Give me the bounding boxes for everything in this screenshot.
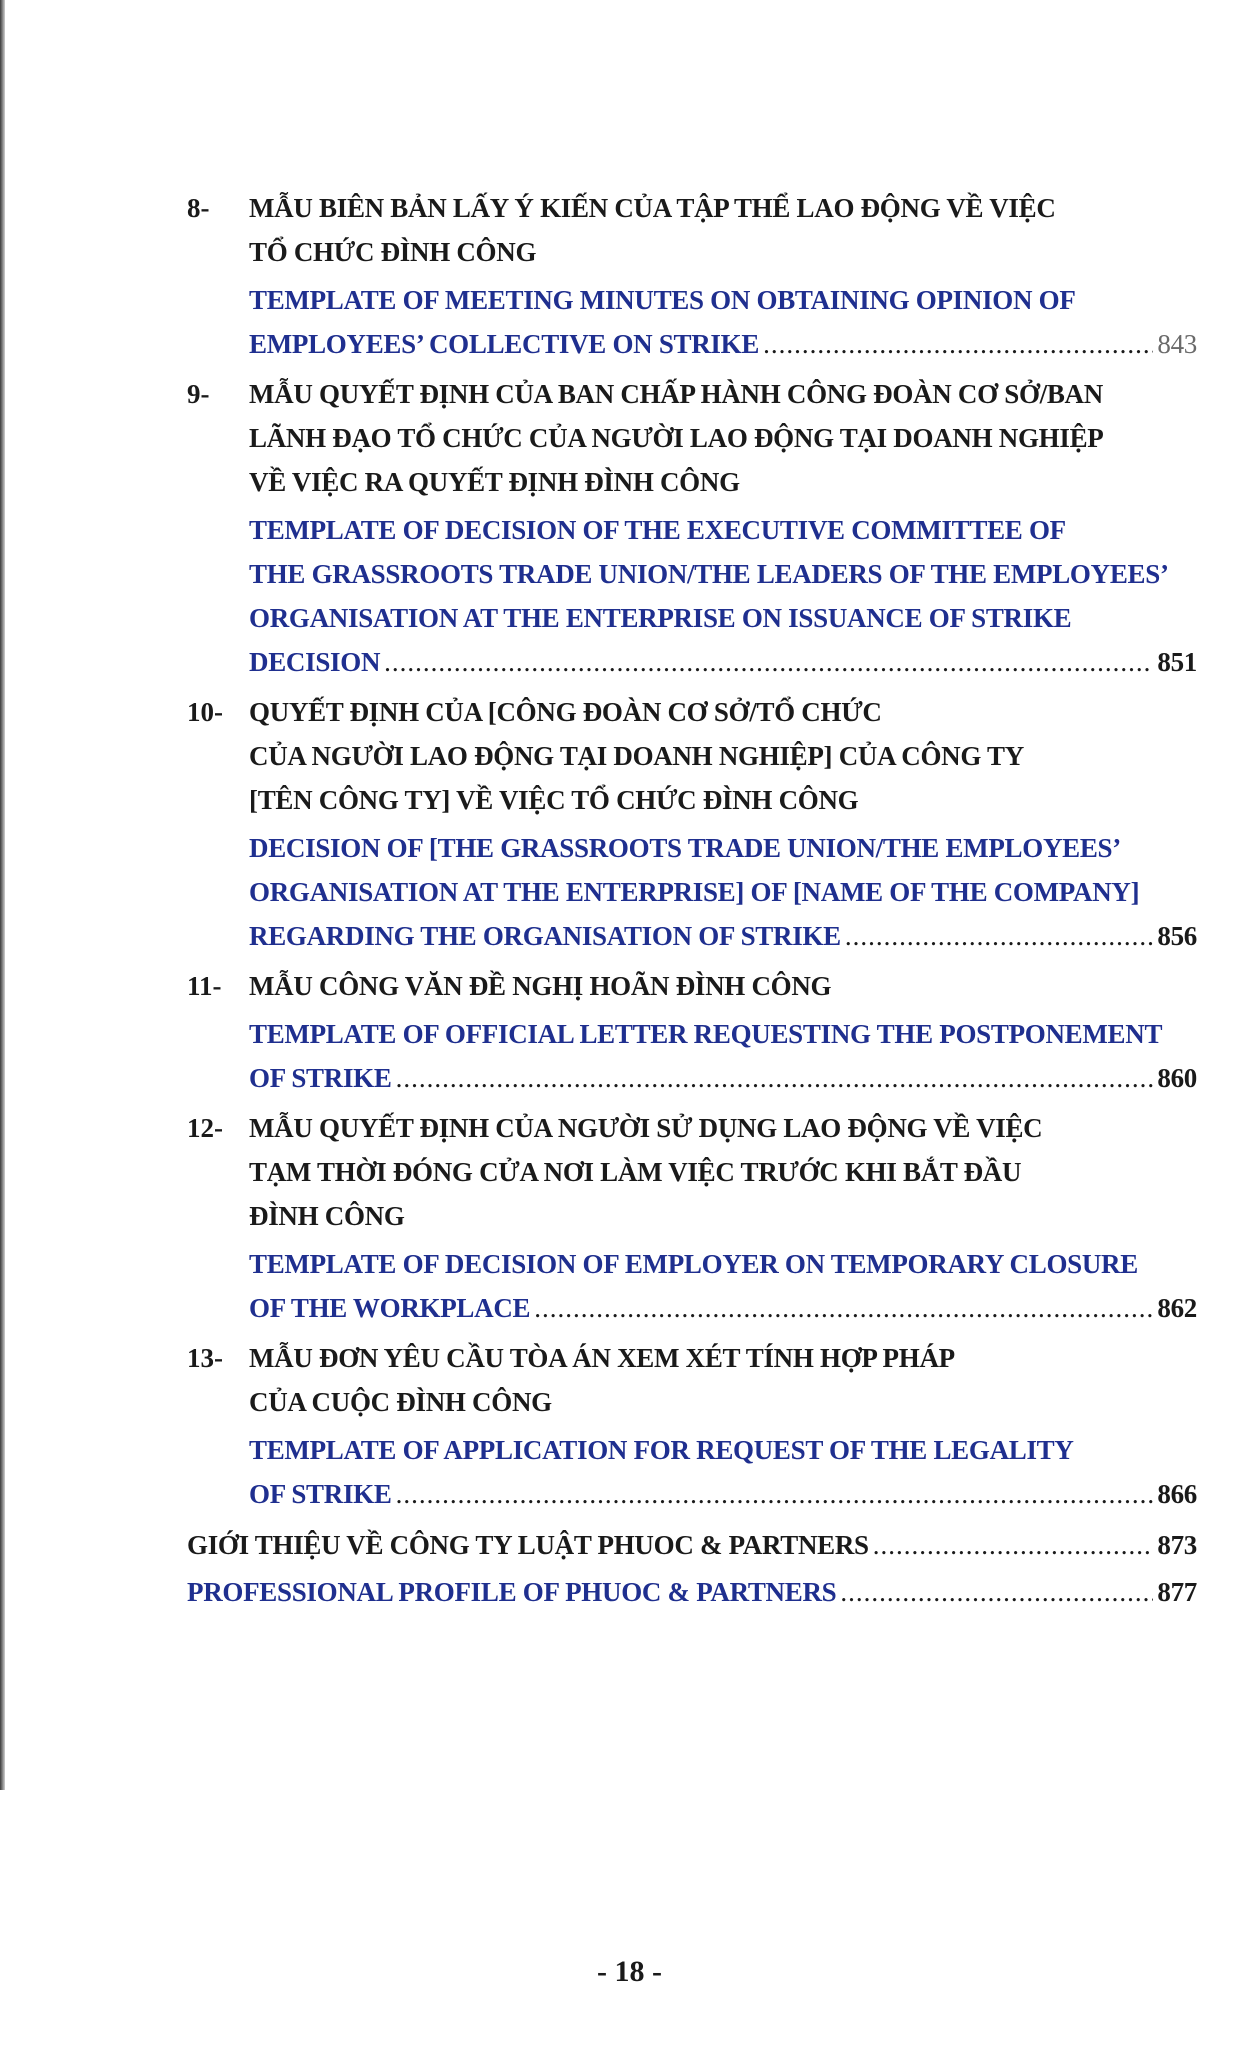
english-title [249,278,1197,366]
dot-leader [384,640,1153,684]
page-edge-shadow [0,0,5,1790]
professional-profile-title: PROFESSIONAL PROFILE OF PHUOC & PARTNERS [187,1577,837,1607]
dot-leader [534,1286,1153,1330]
toc-entry[interactable] [187,372,1197,684]
dot-leader [396,1056,1154,1100]
english-title-line: DECISION OF [THE GRASSROOTS TRADE UNION/THE EMPLOYEES’ [249,833,1121,863]
toc-entry[interactable] [187,964,1197,1100]
english-title-last-line [249,322,1197,366]
toc-entry[interactable] [187,690,1197,958]
vietnamese-title-line: VỀ VIỆC RA QUYẾT ĐỊNH ĐÌNH CÔNG [249,467,740,497]
vietnamese-title-line: TẠM THỜI ĐÓNG CỬA NƠI LÀM VIỆC TRƯỚC KHI BẮT ĐẦU [249,1157,1022,1187]
toc-entry-company-intro[interactable] [187,1522,1197,1569]
english-title-line: TEMPLATE OF MEETING MINUTES ON OBTAINING OPINION OF [249,285,1076,315]
page-number: - 18 - [597,1955,662,1988]
english-title-last-line [249,1286,1197,1330]
toc-entry[interactable] [187,1336,1197,1516]
page-reference: 851 [1157,647,1197,677]
english-title-line: OF STRIKE [249,1479,392,1509]
page-reference: 856 [1157,921,1197,951]
english-title [249,1012,1197,1100]
dot-leader [873,1522,1154,1569]
company-intro-title: GIỚI THIỆU VỀ CÔNG TY LUẬT PHUOC & PARTNERS [187,1530,869,1560]
page-reference: 862 [1157,1293,1197,1323]
page-reference: 860 [1157,1063,1197,1093]
english-title-line: TEMPLATE OF DECISION OF EMPLOYER ON TEMPORARY CLOSURE [249,1249,1138,1279]
english-title-line: TEMPLATE OF DECISION OF THE EXECUTIVE COMMITTEE OF [249,515,1066,545]
page-reference: 866 [1157,1479,1197,1509]
vietnamese-title-line: MẪU QUYẾT ĐỊNH CỦA BAN CHẤP HÀNH CÔNG ĐOÀN CƠ SỞ/BAN [249,379,1103,409]
toc-entry-professional-profile[interactable] [187,1569,1197,1616]
toc-entry[interactable] [187,1106,1197,1330]
english-title-line: DECISION [249,647,381,677]
page-reference: 877 [1157,1577,1197,1607]
dot-leader [396,1472,1154,1516]
entry-number: 9- [187,379,210,409]
toc-page [187,186,1197,2046]
vietnamese-title-line: MẪU BIÊN BẢN LẤY Ý KIẾN CỦA TẬP THỂ LAO ĐỘNG VỀ VIỆC [249,193,1056,223]
english-title-line: ORGANISATION AT THE ENTERPRISE ON ISSUANCE OF STRIKE [249,603,1072,633]
dot-leader [763,322,1153,366]
english-title-line: OF STRIKE [249,1063,392,1093]
english-title-line: EMPLOYEES’ COLLECTIVE ON STRIKE [249,329,760,359]
entry-number: 12- [187,1113,223,1143]
english-title [249,1428,1197,1516]
vietnamese-title-line: QUYẾT ĐỊNH CỦA [CÔNG ĐOÀN CƠ SỞ/TỔ CHỨC [249,697,882,727]
entry-number: 13- [187,1343,223,1373]
table-of-contents [187,186,1197,1616]
english-title-last-line [249,1056,1197,1100]
vietnamese-title-line: TỔ CHỨC ĐÌNH CÔNG [249,237,537,267]
page-reference: 873 [1157,1530,1197,1560]
dot-leader [845,914,1154,958]
dot-leader [840,1569,1153,1616]
entry-number: 8- [187,193,210,223]
vietnamese-title-line: CỦA NGƯỜI LAO ĐỘNG TẠI DOANH NGHIỆP] CỦA CÔNG TY [249,741,1024,771]
page-reference: 843 [1157,329,1197,359]
english-title-line: ORGANISATION AT THE ENTERPRISE] OF [NAME OF THE COMPANY] [249,877,1140,907]
english-title [249,826,1197,958]
english-title-last-line [249,914,1197,958]
toc-entry[interactable] [187,186,1197,366]
entry-number: 10- [187,697,223,727]
english-title [249,508,1197,684]
english-title-last-line [249,1472,1197,1516]
english-title [249,1242,1197,1330]
english-title-line: THE GRASSROOTS TRADE UNION/THE LEADERS OF THE EMPLOYEES’ [249,559,1169,589]
vietnamese-title-line: MẪU CÔNG VĂN ĐỀ NGHỊ HOÃN ĐÌNH CÔNG [249,971,832,1001]
vietnamese-title-line: MẪU QUYẾT ĐỊNH CỦA NGƯỜI SỬ DỤNG LAO ĐỘNG VỀ VIỆC [249,1113,1043,1143]
english-title-last-line [249,640,1197,684]
vietnamese-title-line: MẪU ĐƠN YÊU CẦU TÒA ÁN XEM XÉT TÍNH HỢP PHÁP [249,1343,955,1373]
vietnamese-title-line: ĐÌNH CÔNG [249,1201,405,1231]
english-title-line: TEMPLATE OF APPLICATION FOR REQUEST OF THE LEGALITY [249,1435,1074,1465]
english-title-line: TEMPLATE OF OFFICIAL LETTER REQUESTING THE POSTPONEMENT [249,1019,1163,1049]
vietnamese-title-line: [TÊN CÔNG TY] VỀ VIỆC TỔ CHỨC ĐÌNH CÔNG [249,785,859,815]
english-title-line: REGARDING THE ORGANISATION OF STRIKE [249,921,841,951]
english-title-line: OF THE WORKPLACE [249,1293,531,1323]
vietnamese-title-line: LÃNH ĐẠO TỔ CHỨC CỦA NGƯỜI LAO ĐỘNG TẠI DOANH NGHIỆP [249,423,1104,453]
vietnamese-title-line: CỦA CUỘC ĐÌNH CÔNG [249,1387,552,1417]
entry-number: 11- [187,971,222,1001]
